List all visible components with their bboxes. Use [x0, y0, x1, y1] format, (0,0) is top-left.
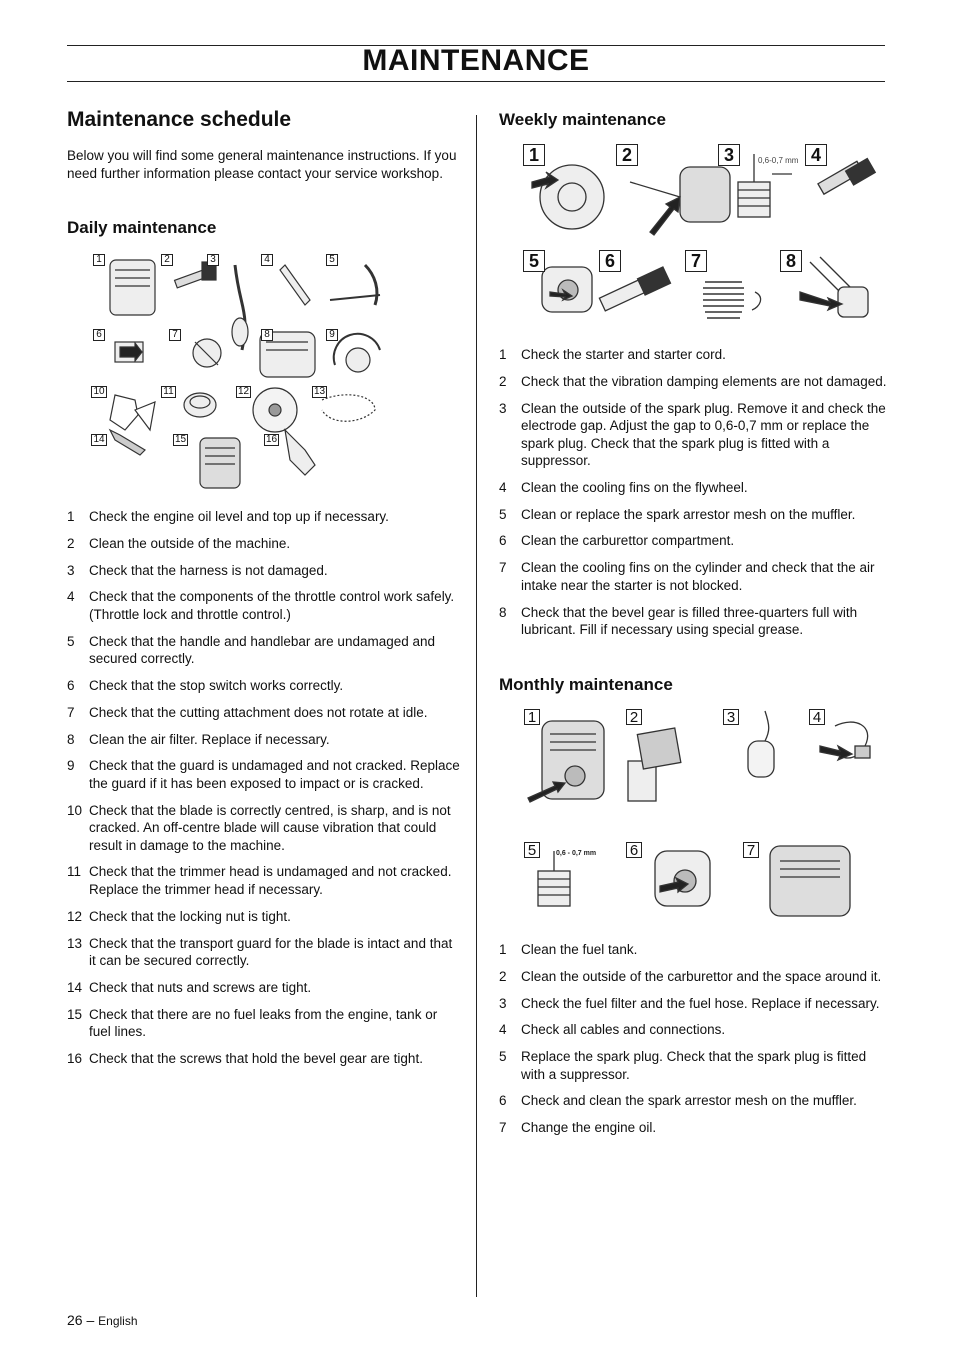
monthly-title: Monthly maintenance — [499, 675, 673, 694]
monthly-label-3: 3 — [723, 709, 739, 725]
weekly-label-2: 2 — [616, 144, 638, 166]
list-item: 5 Replace the spark plug. Check that the spark plug is fitted with a suppressor. — [499, 1049, 867, 1082]
list-item: 2 Clean the outside of the carburettor and the space around it. — [499, 968, 882, 984]
weekly-title: Weekly maintenance — [499, 110, 666, 129]
list-item: 12 Check that the locking nut is tight. — [67, 908, 291, 924]
list-item: 8 Check that the bevel gear is filled three-quarters full with lubricant. Fill if necessary using special grease. — [499, 604, 858, 638]
list-item: 15 Check that there are no fuel leaks from the engine, tank or fuel lines. — [67, 1006, 438, 1040]
weekly-label-3: 3 — [718, 144, 740, 166]
monthly-label-1: 1 — [524, 709, 540, 725]
list-item: 16 Check that the screws that hold the bevel gear are tight. — [67, 1050, 423, 1066]
daily-label-10: 10 — [91, 386, 107, 398]
weekly-label-8: 8 — [780, 250, 802, 272]
daily-illustrations — [90, 250, 390, 495]
page-footer — [67, 1312, 138, 1328]
column-divider — [476, 115, 477, 1297]
list-item: 5 Clean or replace the spark arrestor mesh on the muffler. — [499, 506, 856, 522]
list-item: 4 Clean the cooling fins on the flywheel. — [499, 479, 748, 495]
list-item: 6 Check that the stop switch works correctly. — [67, 677, 344, 693]
weekly-figure — [520, 142, 882, 332]
daily-label-12: 12 — [237, 386, 250, 397]
list-item: 9 Check that the guard is undamaged and not cracked. Replace the guard if it has been exposed to impact or is cracked. — [67, 758, 460, 791]
daily-label-11: 11 — [161, 386, 176, 398]
weekly-gap-label: 0,6-0,7 mm — [758, 156, 799, 165]
list-item: 2 Clean the outside of the machine. — [67, 535, 291, 551]
footer-dash: – — [86, 1312, 95, 1328]
daily-label-5: 5 — [326, 254, 338, 266]
monthly-label-5: 5 — [524, 842, 540, 858]
list-item: 3 Check the fuel filter and the fuel hose. Replace if necessary. — [499, 995, 880, 1011]
list-item: 13 Check that the transport guard for the blade is intact and that it can be secured correctly. — [67, 935, 453, 969]
list-item: 5 Check that the handle and handlebar are undamaged and secured correctly. — [67, 633, 436, 667]
title-rule — [67, 81, 885, 82]
page-title: MAINTENANCE — [362, 44, 590, 77]
list-item: 3 Check that the harness is not damaged. — [67, 562, 328, 578]
weekly-list — [499, 346, 889, 648]
daily-label-2: 2 — [161, 254, 173, 266]
weekly-label-1: 1 — [523, 144, 545, 166]
list-item: 7 Change the engine oil. — [499, 1120, 657, 1136]
page-number: 26 — [67, 1312, 83, 1328]
daily-label-9: 9 — [326, 329, 338, 341]
intro-text: Below you will find some general maintenance instructions. If you need further information please contact your service workshop. — [67, 148, 457, 181]
daily-label-4: 4 — [261, 254, 273, 266]
weekly-label-6: 6 — [599, 250, 621, 272]
daily-label-14: 14 — [91, 434, 107, 446]
list-item: 14 Check that nuts and screws are tight. — [67, 979, 312, 995]
list-item: 2 Check that the vibration damping elements are not damaged. — [499, 373, 887, 389]
daily-label-7: 7 — [169, 329, 181, 341]
list-item: 1 Check the starter and starter cord. — [499, 347, 726, 362]
daily-label-6: 6 — [93, 329, 105, 341]
daily-label-13: 13 — [313, 386, 326, 397]
monthly-gap-label: 0,6 - 0,7 mm — [556, 850, 597, 857]
daily-label-15: 15 — [174, 434, 187, 445]
list-item: 7 Clean the cooling fins on the cylinder and check that the air intake near the starter is not blocked. — [499, 560, 875, 593]
daily-label-3: 3 — [207, 254, 219, 266]
daily-label-8: 8 — [261, 329, 273, 341]
monthly-illustrations — [520, 706, 882, 921]
list-item: 4 Check that the components of the throttle control work safely. (Throttle lock and throttle control.) — [67, 589, 455, 622]
weekly-label-5: 5 — [523, 250, 545, 272]
list-item: 1 Clean the fuel tank. — [499, 942, 638, 957]
list-item: 6 Clean the carburettor compartment. — [499, 533, 735, 549]
list-item: 7 Check that the cutting attachment does not rotate at idle. — [67, 704, 428, 720]
daily-figure — [90, 250, 390, 495]
monthly-list — [499, 941, 889, 1146]
weekly-label-4: 4 — [805, 144, 827, 166]
daily-list — [67, 508, 462, 1077]
list-item: 8 Clean the air filter. Replace if necessary. — [67, 731, 330, 747]
section-title: Maintenance schedule — [67, 108, 292, 131]
weekly-label-7: 7 — [685, 250, 707, 272]
list-item: 1 Check the engine oil level and top up if necessary. — [67, 509, 389, 524]
list-item: 11 Check that the trimmer head is undamaged and not cracked. Replace the trimmer head if necessary. — [67, 864, 452, 897]
monthly-label-2: 2 — [626, 709, 642, 725]
list-item: 4 Check all cables and connections. — [499, 1022, 726, 1038]
monthly-label-4: 4 — [809, 709, 825, 725]
list-item: 3 Clean the outside of the spark plug. Remove it and check the electrode gap. Adjust the gap to 0,6-0,7 mm or replace the spark plug. Check that the spark plug is fitted with a suppressor. — [499, 400, 886, 469]
list-item: 6 Check and clean the spark arrestor mesh on the muffler. — [499, 1093, 857, 1109]
daily-title: Daily maintenance — [67, 218, 217, 237]
monthly-figure — [520, 706, 882, 921]
daily-label-1: 1 — [93, 254, 105, 266]
list-item: 10 Check that the blade is correctly centred, is sharp, and is not cracked. An off-centre blade will cause vibration that could result in damage to the machine. — [67, 802, 451, 853]
monthly-label-7: 7 — [743, 842, 759, 858]
weekly-illustrations — [520, 142, 882, 332]
monthly-label-6: 6 — [626, 842, 642, 858]
footer-language: English — [98, 1314, 138, 1328]
daily-label-16: 16 — [265, 434, 278, 445]
